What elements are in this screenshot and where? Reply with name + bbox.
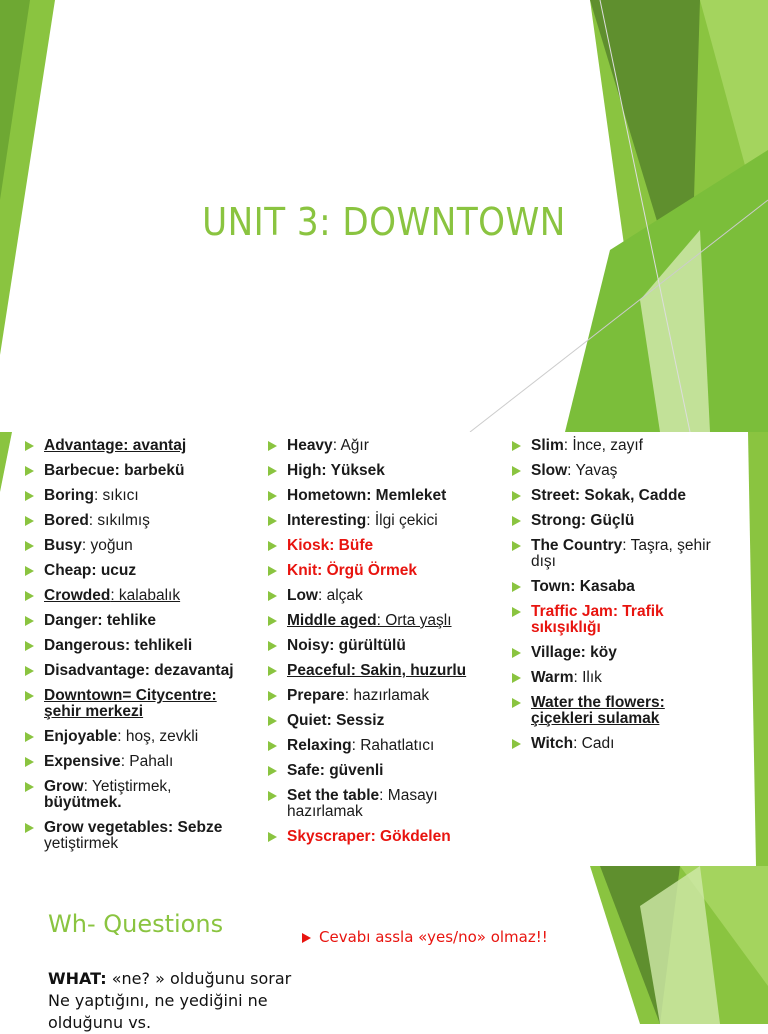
list-item: Busy: yoğun <box>22 538 267 554</box>
bullet-triangle-icon <box>25 757 34 767</box>
wh-title: Wh- Questions <box>48 910 224 938</box>
bullet-triangle-icon <box>25 566 34 576</box>
title-slide <box>0 0 768 432</box>
bullet-triangle-icon <box>512 648 521 658</box>
what-line-2: Ne yaptığını, ne yediğini ne <box>48 991 268 1010</box>
list-item: Disadvantage: dezavantaj <box>22 663 267 679</box>
list-item: Traffic Jam: Trafik sıkışıklığı <box>509 604 749 636</box>
list-item: Peaceful: Sakin, huzurlu <box>265 663 505 679</box>
bullet-triangle-icon <box>512 441 521 451</box>
list-item: Danger: tehlike <box>22 613 267 629</box>
bullet-triangle-icon <box>268 641 277 651</box>
what-text: «ne? » olduğunu sorar <box>111 969 292 988</box>
bullet-triangle-icon <box>268 616 277 626</box>
list-item: Downtown= Citycentre: şehir merkezi <box>22 688 267 720</box>
bullet-triangle-icon <box>512 698 521 708</box>
list-item: Safe: güvenli <box>265 763 505 779</box>
bullet-triangle-icon <box>25 516 34 526</box>
bullet-triangle-icon <box>25 491 34 501</box>
list-item: Noisy: gürültülü <box>265 638 505 654</box>
bullet-triangle-icon <box>25 823 34 833</box>
list-item: Low: alçak <box>265 588 505 604</box>
list-item: Heavy: Ağır <box>265 438 505 454</box>
bullet-triangle-icon <box>268 591 277 601</box>
bullet-triangle-icon <box>268 566 277 576</box>
bullet-triangle-icon <box>268 691 277 701</box>
list-item: Boring: sıkıcı <box>22 488 267 504</box>
list-item: Slow: Yavaş <box>509 463 749 479</box>
bullet-triangle-icon <box>25 616 34 626</box>
bullet-triangle-icon <box>512 466 521 476</box>
bullet-triangle-icon <box>25 691 34 701</box>
bullet-triangle-icon <box>512 541 521 551</box>
bullet-triangle-icon <box>25 441 34 451</box>
bullet-triangle-icon <box>268 716 277 726</box>
vocab-column-1 <box>22 438 267 861</box>
list-item: Grow: Yetiştirmek, büyütmek. <box>22 779 267 811</box>
list-item: Town: Kasaba <box>509 579 749 595</box>
bullet-triangle-icon <box>512 607 521 617</box>
list-item: Barbecue: barbekü <box>22 463 267 479</box>
bullet-triangle-icon <box>512 491 521 501</box>
bullet-triangle-icon <box>512 582 521 592</box>
wh-rule <box>302 928 548 946</box>
slide-title: UNIT 3: DOWNTOWN <box>202 200 566 244</box>
list-item: Expensive: Pahalı <box>22 754 267 770</box>
list-item: Enjoyable: hoş, zevkli <box>22 729 267 745</box>
bullet-triangle-icon <box>512 673 521 683</box>
list-item: Slim: İnce, zayıf <box>509 438 749 454</box>
list-item: Witch: Cadı <box>509 736 749 752</box>
bullet-triangle-icon <box>25 666 34 676</box>
bullet-triangle-icon <box>268 791 277 801</box>
list-item: Advantage: avantaj <box>22 438 267 454</box>
what-explanation <box>48 968 328 1034</box>
bullet-triangle-icon <box>268 466 277 476</box>
list-item: Water the flowers: çiçekleri sulamak <box>509 695 749 727</box>
list-item: Prepare: hazırlamak <box>265 688 505 704</box>
bullet-triangle-icon <box>302 933 311 943</box>
bullet-triangle-icon <box>25 732 34 742</box>
list-item: Quiet: Sessiz <box>265 713 505 729</box>
list-item: Grow vegetables: Sebze yetiştirmek <box>22 820 267 852</box>
list-item: Set the table: Masayı hazırlamak <box>265 788 505 820</box>
bullet-triangle-icon <box>268 666 277 676</box>
wh-rule-text: Cevabı assla «yes/no» olmaz!! <box>319 928 548 946</box>
list-item: High: Yüksek <box>265 463 505 479</box>
list-item: Kiosk: Büfe <box>265 538 505 554</box>
bullet-triangle-icon <box>25 641 34 651</box>
what-label: WHAT: <box>48 969 107 988</box>
list-item: Hometown: Memleket <box>265 488 505 504</box>
bullet-triangle-icon <box>268 516 277 526</box>
bullet-triangle-icon <box>268 491 277 501</box>
list-item: Crowded: kalabalık <box>22 588 267 604</box>
list-item: Cheap: ucuz <box>22 563 267 579</box>
bullet-triangle-icon <box>268 766 277 776</box>
bullet-triangle-icon <box>25 782 34 792</box>
what-line-3: olduğunu vs. <box>48 1013 152 1032</box>
list-item: Interesting: İlgi çekici <box>265 513 505 529</box>
bullet-triangle-icon <box>25 466 34 476</box>
bullet-triangle-icon <box>25 541 34 551</box>
bullet-triangle-icon <box>512 739 521 749</box>
bullet-triangle-icon <box>268 441 277 451</box>
bullet-triangle-icon <box>512 516 521 526</box>
list-item: Dangerous: tehlikeli <box>22 638 267 654</box>
list-item: The Country: Taşra, şehir dışı <box>509 538 749 570</box>
vocab-column-3 <box>509 438 749 761</box>
list-item: Relaxing: Rahatlatıcı <box>265 738 505 754</box>
list-item: Village: köy <box>509 645 749 661</box>
bullet-triangle-icon <box>25 591 34 601</box>
list-item: Warm: Ilık <box>509 670 749 686</box>
list-item: Middle aged: Orta yaşlı <box>265 613 505 629</box>
bullet-triangle-icon <box>268 541 277 551</box>
list-item: Strong: Güçlü <box>509 513 749 529</box>
list-item: Skyscraper: Gökdelen <box>265 829 505 845</box>
bullet-triangle-icon <box>268 741 277 751</box>
list-item: Bored: sıkılmış <box>22 513 267 529</box>
vocab-column-2 <box>265 438 505 854</box>
bullet-triangle-icon <box>268 832 277 842</box>
list-item: Knit: Örgü Örmek <box>265 563 505 579</box>
list-item: Street: Sokak, Cadde <box>509 488 749 504</box>
